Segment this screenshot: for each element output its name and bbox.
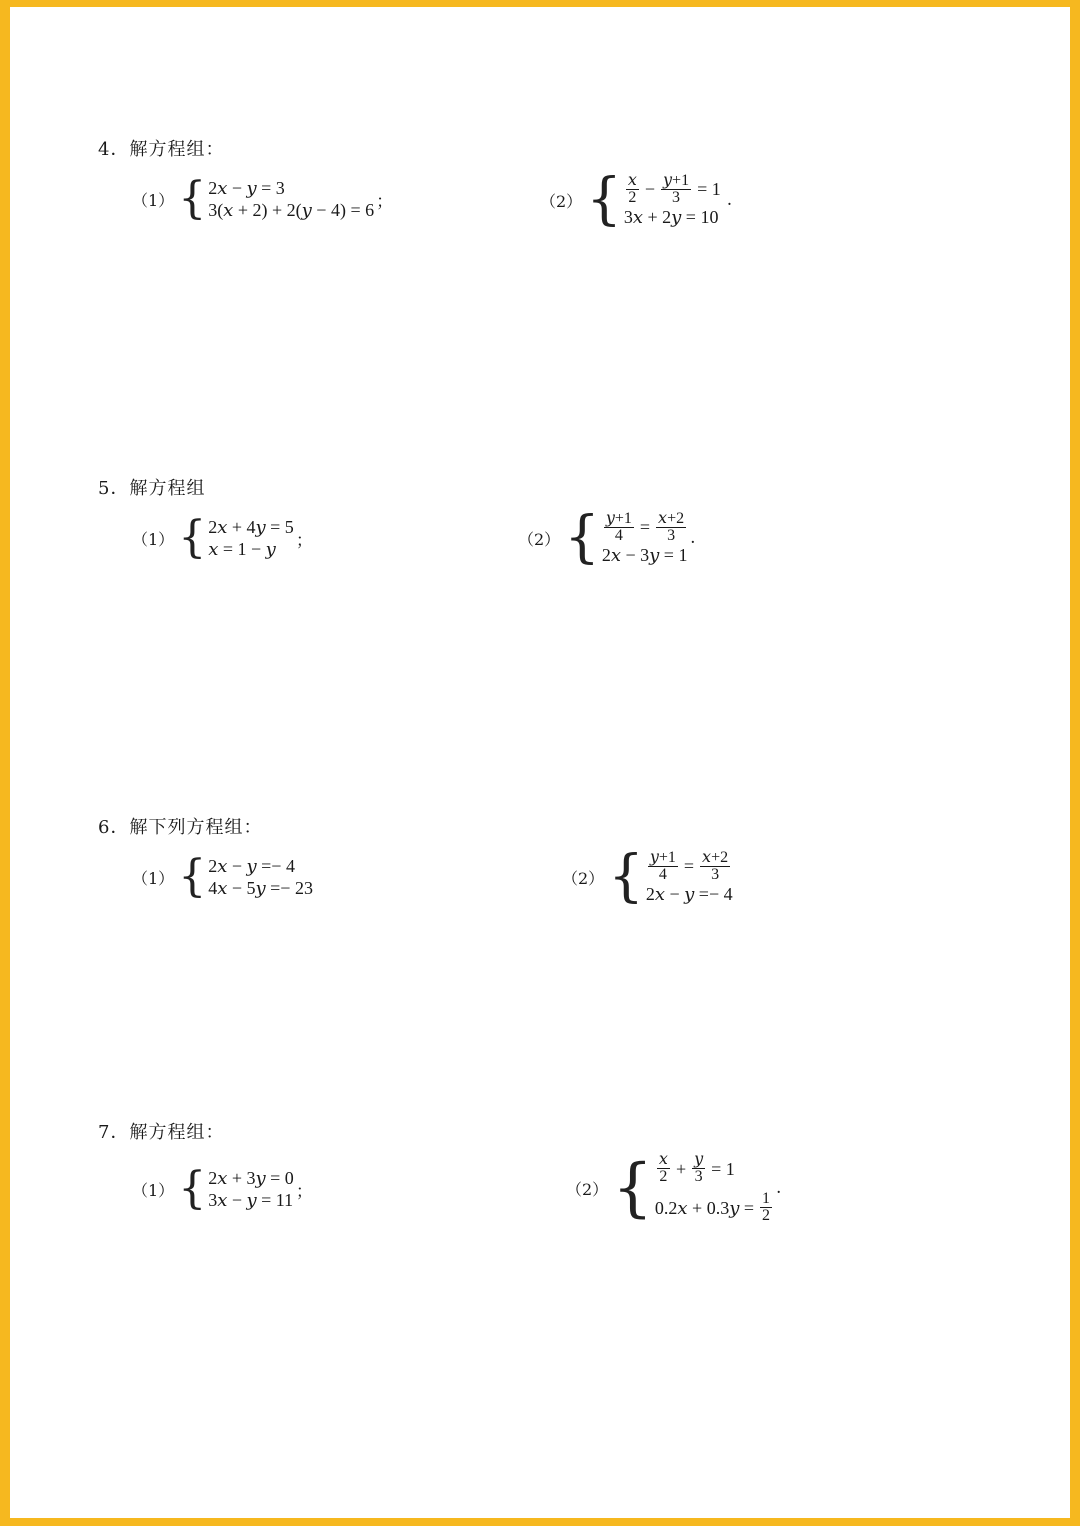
left-brace: { <box>178 851 207 902</box>
left-brace: { <box>586 167 622 232</box>
equation-2: 𝑥 = 1 − 𝑦 <box>208 539 276 559</box>
equation-system <box>624 173 725 228</box>
punctuation: . <box>726 190 733 210</box>
equation-1: 2𝑥 + 4𝑦 = 5 <box>208 517 294 537</box>
part-label: （1） <box>132 868 175 888</box>
equation-2: 3(𝑥 + 2) + 2(𝑦 − 4) = 6 <box>208 200 375 220</box>
question-4-title: 4．解方程组： <box>98 139 225 160</box>
rhs: = 1 <box>711 1158 735 1179</box>
numerator: 𝑥 <box>627 171 637 189</box>
denominator: 2 <box>628 188 637 206</box>
operator: + <box>675 1158 687 1179</box>
equation-system <box>208 1167 294 1211</box>
left-brace: { <box>178 173 207 224</box>
punctuation: . <box>776 1178 782 1198</box>
q6-part-1 <box>132 851 315 902</box>
equation-system <box>208 516 294 560</box>
equation-1: 2𝑥 − 𝑦 = 3 <box>208 178 285 198</box>
equation-2 <box>655 1191 774 1224</box>
punctuation: ； <box>376 191 394 212</box>
equation-1: 2𝑥 + 3𝑦 = 0 <box>208 1168 294 1188</box>
numerator: 𝑥 <box>658 1151 668 1168</box>
fraction <box>648 850 678 883</box>
denominator: 2 <box>659 1168 668 1185</box>
equation-system <box>655 1152 774 1224</box>
fraction <box>604 511 634 544</box>
equation-2: 3𝑥 − 𝑦 = 11 <box>208 1190 294 1210</box>
punctuation: ； <box>295 1181 313 1202</box>
q4-part-2 <box>540 167 733 232</box>
equation-system <box>646 850 733 905</box>
equation-system <box>208 177 374 221</box>
operator: − <box>644 179 656 199</box>
denominator: 3 <box>694 1168 703 1185</box>
q7-part-1 <box>132 1163 313 1214</box>
part-label: （2） <box>518 529 561 549</box>
numerator: 𝑥+2 <box>658 509 685 527</box>
question-5-title: 5．解方程组 <box>98 478 206 499</box>
punctuation: ； <box>295 530 313 551</box>
denominator: 2 <box>762 1207 771 1224</box>
denominator: 3 <box>711 865 720 883</box>
q5-part-1 <box>132 512 313 563</box>
left-brace: { <box>564 505 600 570</box>
part-label: （1） <box>132 1180 175 1200</box>
equation-2: 2𝑥 − 𝑦 =− 4 <box>645 883 733 904</box>
numerator: 𝑦+1 <box>649 848 676 866</box>
operator: = <box>639 517 651 537</box>
part-label: （2） <box>566 1179 609 1199</box>
equation-system <box>208 855 313 899</box>
part-label: （1） <box>132 529 175 549</box>
equation-1 <box>646 850 733 883</box>
q5-part-2 <box>518 505 696 570</box>
question-7-title: 7．解方程组： <box>98 1122 225 1143</box>
fraction <box>657 1152 670 1185</box>
fraction <box>692 1152 705 1185</box>
fraction <box>626 173 639 206</box>
numerator: 𝑥+2 <box>702 848 729 866</box>
numerator: 𝑦+1 <box>605 509 632 527</box>
left-brace: { <box>178 1163 207 1214</box>
equation-1 <box>655 1152 774 1185</box>
equation-2: 4𝑥 − 5𝑦 =− 23 <box>208 878 313 898</box>
rhs: = 1 <box>697 179 721 199</box>
numerator: 1 <box>762 1190 771 1207</box>
question-6-title: 6．解下列方程组： <box>98 817 263 838</box>
part-label: （1） <box>132 190 175 210</box>
fraction <box>656 511 686 544</box>
q7-part-2 <box>566 1152 781 1224</box>
equation-system <box>602 511 688 566</box>
part-label: （2） <box>562 868 605 888</box>
numerator: 𝑦+1 <box>663 171 690 189</box>
numerator: 𝑦 <box>694 1151 704 1168</box>
q6-part-2 <box>562 844 735 909</box>
punctuation: . <box>690 528 696 548</box>
left-brace: { <box>608 844 644 909</box>
equation-1 <box>602 511 688 544</box>
q4-part-1 <box>132 173 394 224</box>
fraction <box>661 173 691 206</box>
part-label: （2） <box>540 191 583 211</box>
operator: = <box>683 856 695 876</box>
denominator: 4 <box>658 865 667 883</box>
equation-2: 3𝑥 + 2𝑦 = 10 <box>623 206 719 227</box>
denominator: 4 <box>614 526 623 544</box>
fraction <box>760 1191 772 1224</box>
equation-2: 2𝑥 − 3𝑦 = 1 <box>601 544 688 565</box>
left-brace: { <box>612 1151 653 1225</box>
left-brace: { <box>178 512 207 563</box>
equation-1: 2𝑥 − 𝑦 =− 4 <box>208 856 295 876</box>
lhs: 0.2𝑥 + 0.3𝑦 = <box>654 1197 755 1218</box>
fraction <box>700 850 730 883</box>
denominator: 3 <box>672 188 681 206</box>
equation-1 <box>624 173 725 206</box>
denominator: 3 <box>667 526 676 544</box>
